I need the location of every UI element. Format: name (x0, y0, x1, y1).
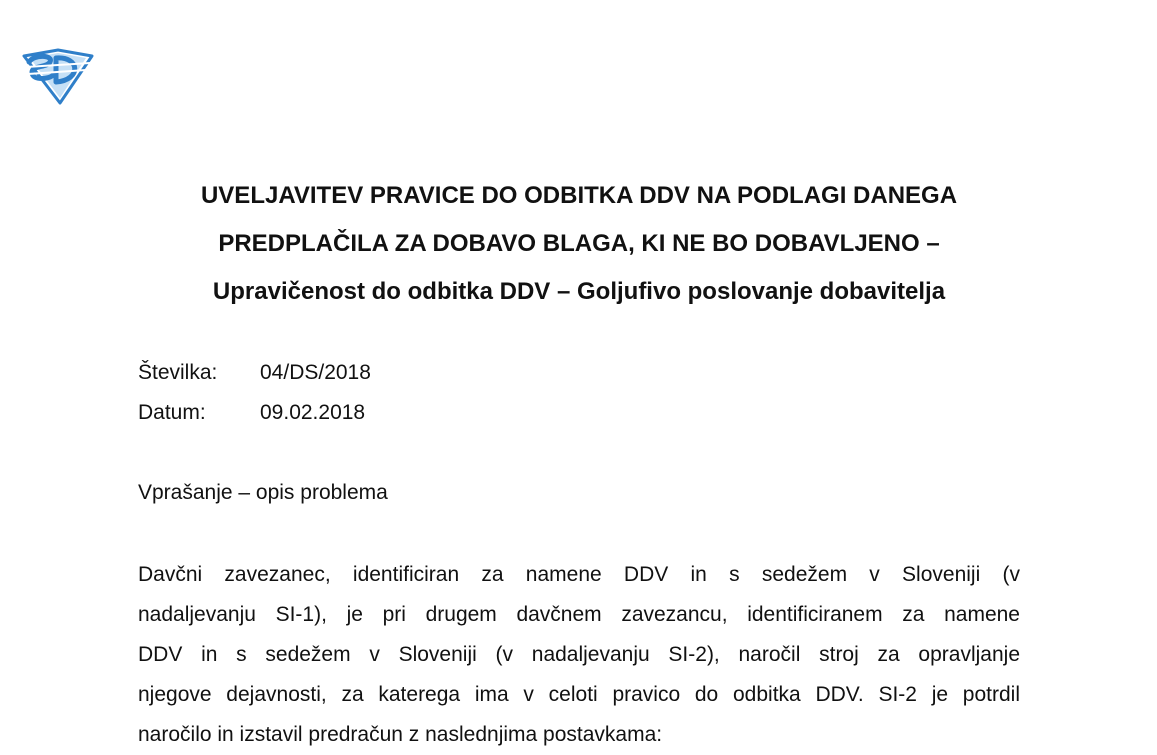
body-paragraph (138, 555, 1020, 755)
title-line-1: UVELJAVITEV PRAVICE DO ODBITKA DDV NA PODLAGI DANEGA (200, 182, 958, 209)
document-title (138, 172, 1020, 316)
body-line: Davčni zavezanec, identificiran za namene DDV in s sedežem v Sloveniji (v (138, 563, 1020, 586)
body-line: nadaljevanju SI-1), je pri drugem davčnem zavezancu, identificiranem za namene (138, 603, 1020, 626)
number-label: Številka: (138, 361, 218, 384)
number-value: 04/DS/2018 (260, 361, 371, 384)
section-heading: Vprašanje – opis problema (138, 481, 388, 504)
title-line-3: Upravičenost do odbitka DDV – Goljufivo poslovanje dobavitelja (212, 278, 946, 305)
title-line-2: PREDPLAČILA ZA DOBAVO BLAGA, KI NE BO DOBAVLJENO – (218, 230, 940, 257)
date-label: Datum: (138, 401, 206, 424)
date-value: 09.02.2018 (260, 401, 366, 424)
document-number-row (138, 361, 371, 385)
body-line: naročilo in izstavil predračun z naslednjima postavkama: (138, 723, 663, 746)
document-date-row (138, 401, 365, 425)
sd-logo-icon (20, 48, 96, 106)
body-line: njegove dejavnosti, za katerega ima v celoti pravico do odbitka DDV. SI-2 je potrdil (138, 683, 1020, 706)
body-line: DDV in s sedežem v Sloveniji (v nadaljevanju SI-2), naročil stroj za opravljanje (138, 643, 1020, 666)
